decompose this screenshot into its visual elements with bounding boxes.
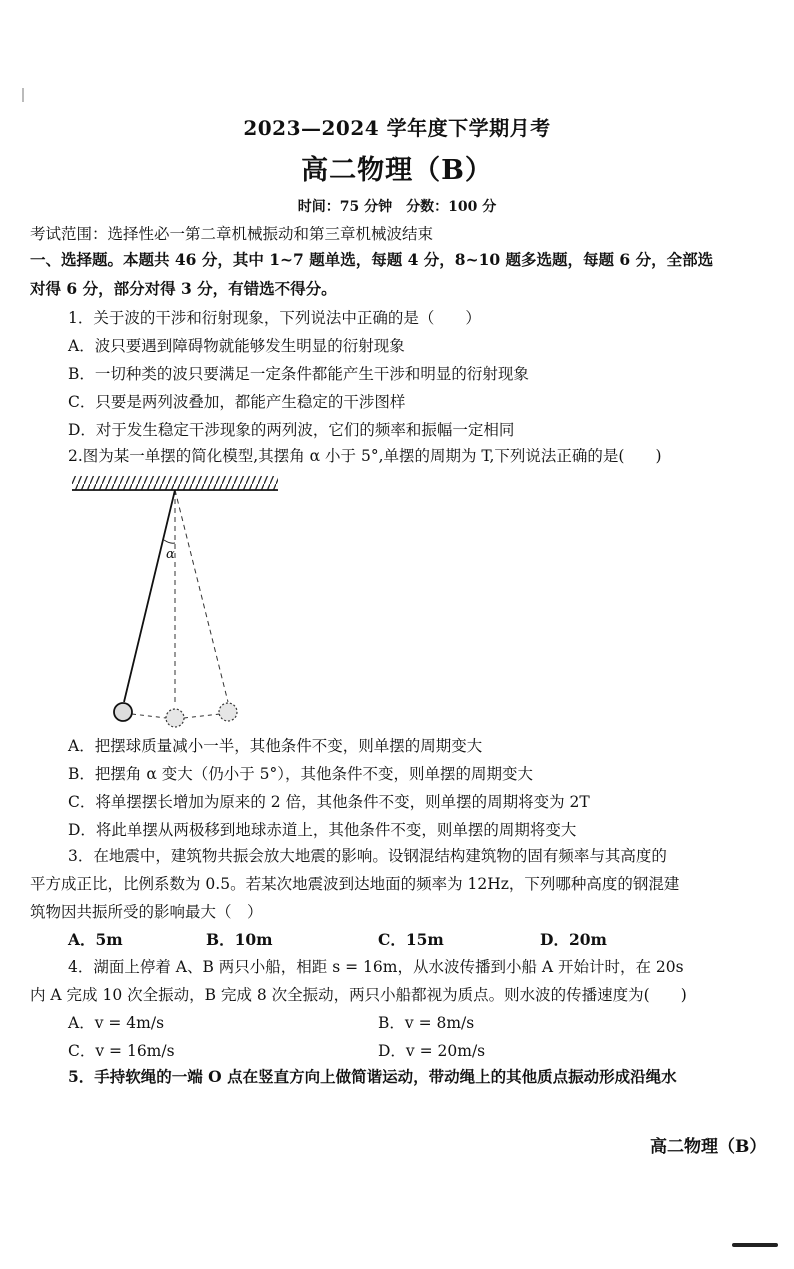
ceiling-hatch [72,476,278,490]
q2-option-b: B．把摆角 α 变大（仍小于 5°），其他条件不变，则单摆的周期变大 [68,765,534,783]
right-dashed-string [175,490,228,702]
q4-stem-line2: 内 A 完成 10 次全振动，B 完成 8 次全振动，两只小船都视为质点。则水波的传播速度为( ) [30,986,687,1004]
q3-option-b: B．10m [206,930,273,949]
q4-option-b: B．v = 8m/s [378,1014,475,1032]
q3-stem-line3: 筑物因共振所受的影响最大（ ） [30,903,263,921]
equilibrium-bob [166,709,184,727]
q3-option-d: D．20m [540,930,607,949]
q1-option-b: B．一切种类的波只要满足一定条件都能产生干涉和明显的衍射现象 [68,365,529,383]
exam-time-score: 时间：75 分钟 分数：100 分 [297,199,497,215]
q4-option-d: D．v = 20m/s [378,1042,486,1060]
q3-stem-line1: 3．在地震中，建筑物共振会放大地震的影响。设钢混结构建筑物的固有频率与其高度的 [68,847,667,865]
q2-option-d: D．将此单摆从两极移到地球赤道上，其他条件不变，则单摆的周期将变大 [68,821,577,839]
section1-instructions-line2: 对得 6 分，部分对得 3 分，有错选不得分。 [30,279,337,298]
exam-title: 2023—2024 学年度下学期月考 [243,116,551,140]
q4-option-a: A．v = 4m/s [68,1014,165,1032]
q2-stem: 2.图为某一单摆的简化模型,其摆角 α 小于 5°,单摆的周期为 T,下列说法正确的是( ) [68,447,662,465]
pendulum-string [124,490,175,702]
q2-option-a: A．把摆球质量减小一半，其他条件不变，则单摆的周期变大 [68,737,483,755]
pendulum-diagram [60,470,300,730]
exam-subject: 高二物理（B） [301,155,493,186]
q3-stem-line2: 平方成正比，比例系数为 0.5。若某次地震波到达地面的频率为 12Hz，下列哪种高度的钢混建 [30,875,680,893]
q4-option-c: C．v = 16m/s [68,1042,175,1060]
swing-path-right [184,714,220,718]
q3-option-c: C．15m [378,930,444,949]
q1-option-d: D．对于发生稳定干涉现象的两列波，它们的频率和振幅一定相同 [68,421,515,439]
right-bob [219,703,237,721]
exam-scope: 考试范围：选择性必一第二章机械振动和第三章机械波结束 [30,225,434,243]
q1-option-a: A．波只要遇到障碍物就能够发生明显的衍射现象 [68,337,405,355]
pendulum-bob [114,703,132,721]
q1-option-c: C．只要是两列波叠加，都能产生稳定的干涉图样 [68,393,406,411]
alpha-label: α [166,547,175,562]
q4-stem-line1: 4．湖面上停着 A、B 两只小船，相距 s = 16m，从水波传播到小船 A 开始计时，在 20s [68,958,684,976]
pen-mark [732,1243,778,1247]
q2-option-c: C．将单摆摆长增加为原来的 2 倍，其他条件不变，则单摆的周期将变为 2T [68,793,590,811]
section1-instructions-line1: 一、选择题。本题共 46 分，其中 1~7 题单选，每题 4 分，8~10 题多选题，每题 6 分，全部选 [30,250,714,269]
swing-path-left [132,714,166,718]
q5-stem-line1: 5．手持软绳的一端 O 点在竖直方向上做简谐运动，带动绳上的其他质点振动形成沿绳水 [68,1067,677,1086]
q3-option-a: A．5m [68,930,123,949]
q1-stem: 1．关于波的干涉和衍射现象，下列说法中正确的是（ ） [68,309,481,327]
page-footer: 高二物理（B） [650,1137,767,1157]
scan-mark [22,88,24,102]
angle-arc [164,540,175,543]
